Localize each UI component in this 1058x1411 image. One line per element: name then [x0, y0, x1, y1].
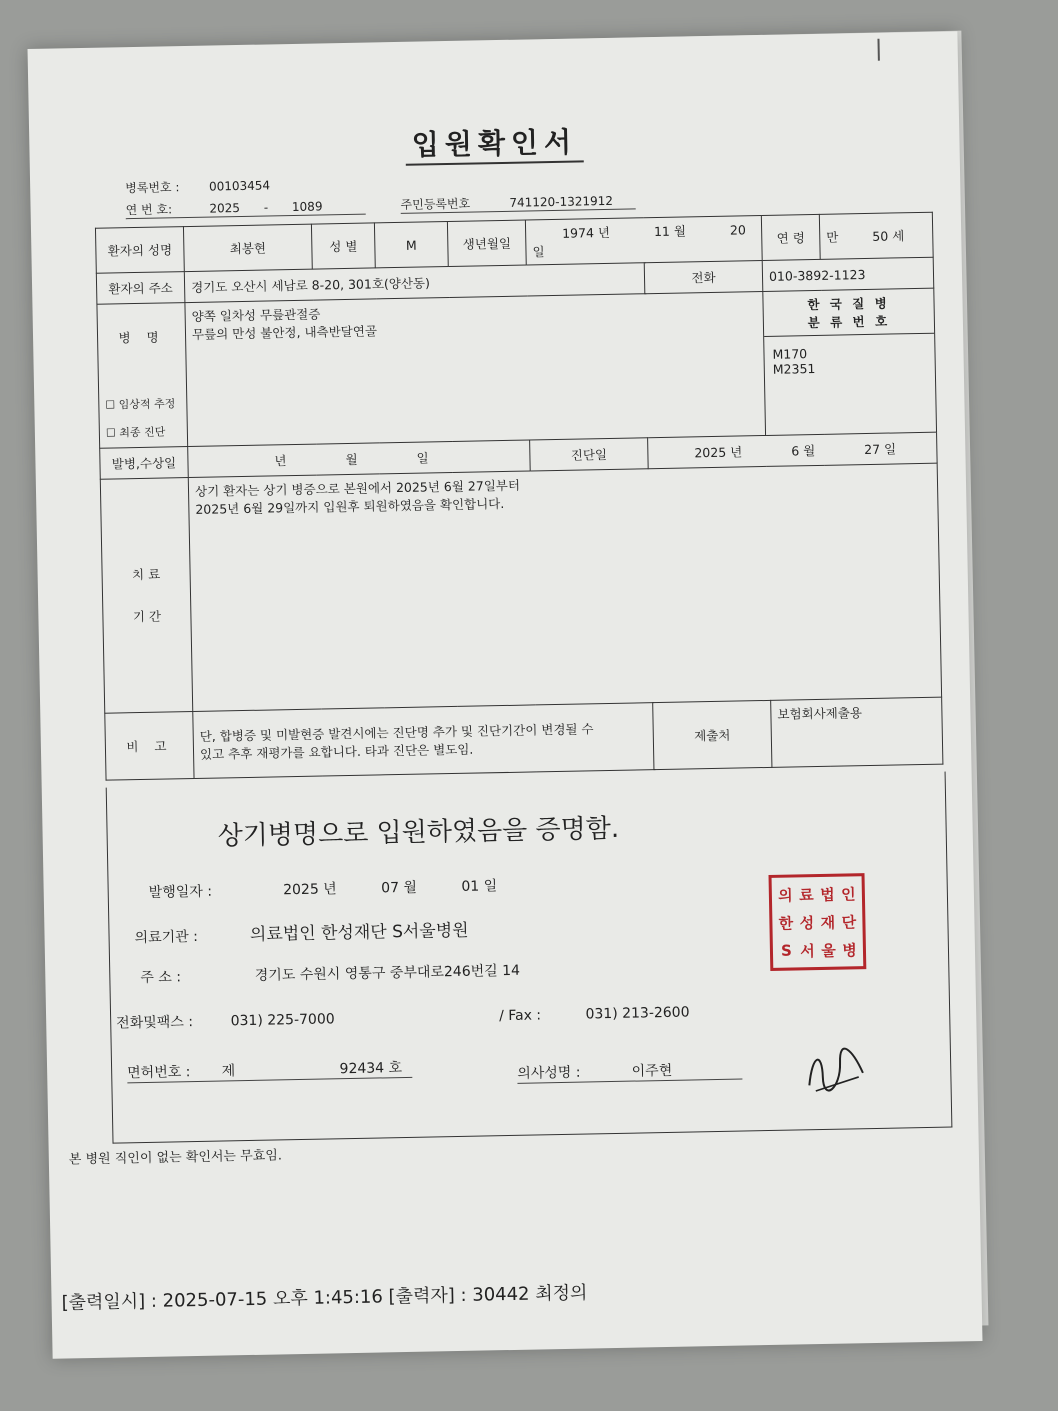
- document-title: 입원확인서: [29, 113, 960, 171]
- footer-note: 본 병원 직인이 없는 확인서는 무효임.: [68, 1148, 283, 1168]
- doctor-name: 의사성명 : 이주현: [517, 1059, 742, 1084]
- remarks-label: 비 고: [105, 711, 194, 780]
- record-number: 병록번호 : 00103454: [125, 178, 271, 196]
- phone: 010-3892-1123: [762, 257, 934, 291]
- final-checkbox: ☐ 최종 진단: [105, 425, 166, 440]
- clinical-checkbox: ☐ 임상적 추정: [105, 397, 176, 412]
- patient-name: 최봉현: [183, 224, 312, 271]
- treatment-label: 치 료 기 간: [100, 478, 192, 714]
- patient-form-table: [95, 212, 943, 781]
- sex: M: [374, 222, 448, 268]
- kcd-codes: 한 국 질 병 분 류 번 호 M170 M2351: [763, 288, 937, 435]
- address: 경기도 오산시 세남로 8-20, 301호(양산동): [184, 263, 645, 303]
- phone-fax: 전화및팩스 : 031) 225-7000 / Fax : 031) 213-2600: [116, 1004, 690, 1032]
- license-number: 면허번호 : 제 92434 호: [127, 1057, 412, 1083]
- phone-label: 전화: [644, 260, 763, 293]
- submit-label: 제출처: [653, 700, 772, 769]
- diagnosis-label: 병 명: [118, 329, 165, 346]
- issue-date: 발행일자 : 2025 년 07 월 01 일: [148, 878, 498, 901]
- institution-address: 주 소 : 경기도 수원시 영통구 중부대로246번길 14: [140, 962, 521, 987]
- submit-to: 보험회사제출용: [771, 697, 943, 767]
- certificate-statement: 상기병명으로 입원하였음을 증명함.: [217, 813, 620, 852]
- code-1: M170: [772, 346, 808, 362]
- diagnosis-date-label: 진단일: [530, 438, 649, 471]
- age-label: 연 령: [761, 214, 820, 260]
- institution: 의료기관 : 의료법인 한성재단 S서울병원: [134, 920, 469, 947]
- birth-date: 1974 년 11 월 20 일: [525, 215, 762, 265]
- diagnosis-date: 2025 년 6 월 27 일: [648, 432, 938, 469]
- punch-mark: [877, 39, 879, 61]
- onset-label: 발병,수상일: [100, 447, 189, 480]
- document-page: [28, 31, 983, 1359]
- code-2: M2351: [772, 360, 816, 377]
- address-label: 환자의 주소: [96, 272, 185, 305]
- serial-number: 연 번 호: 2025 - 1089: [125, 197, 365, 220]
- hospital-seal: 의 료 법 인 한 성 재 단 S 서 울 병: [769, 873, 867, 971]
- patient-name-label: 환자의 성명: [95, 227, 184, 274]
- birth-label: 생년월일: [447, 220, 526, 266]
- diagnosis-text: 양쪽 일차성 무릎관절증 무릎의 만성 불안정, 내측반달연골: [185, 291, 766, 446]
- resident-number: 주민등록번호 741120-1321912: [400, 191, 635, 214]
- diagnosis-label-cell: [97, 303, 188, 449]
- certificate-section: [106, 772, 953, 1144]
- print-info: [출력일시] : 2025-07-15 오후 1:45:16 [출력자] : 30442 최정의: [61, 1282, 588, 1314]
- treatment-period: 상기 환자는 상기 병증으로 본원에서 2025년 6월 27일부터 2025년 6월 29일까지 입원후 퇴원하였음을 확인합니다.: [188, 463, 941, 711]
- age: 만 50 세: [819, 212, 933, 259]
- onset-date: 년 월 일: [188, 440, 531, 478]
- sex-label: 성 별: [311, 223, 375, 269]
- doctor-signature: [797, 1037, 879, 1110]
- remarks-text: 단, 합병증 및 미발현증 발견시에는 진단명 추가 및 진단기간이 변경될 수 있고 추후 재평가를 요합니다. 타과 진단은 별도임.: [193, 703, 654, 779]
